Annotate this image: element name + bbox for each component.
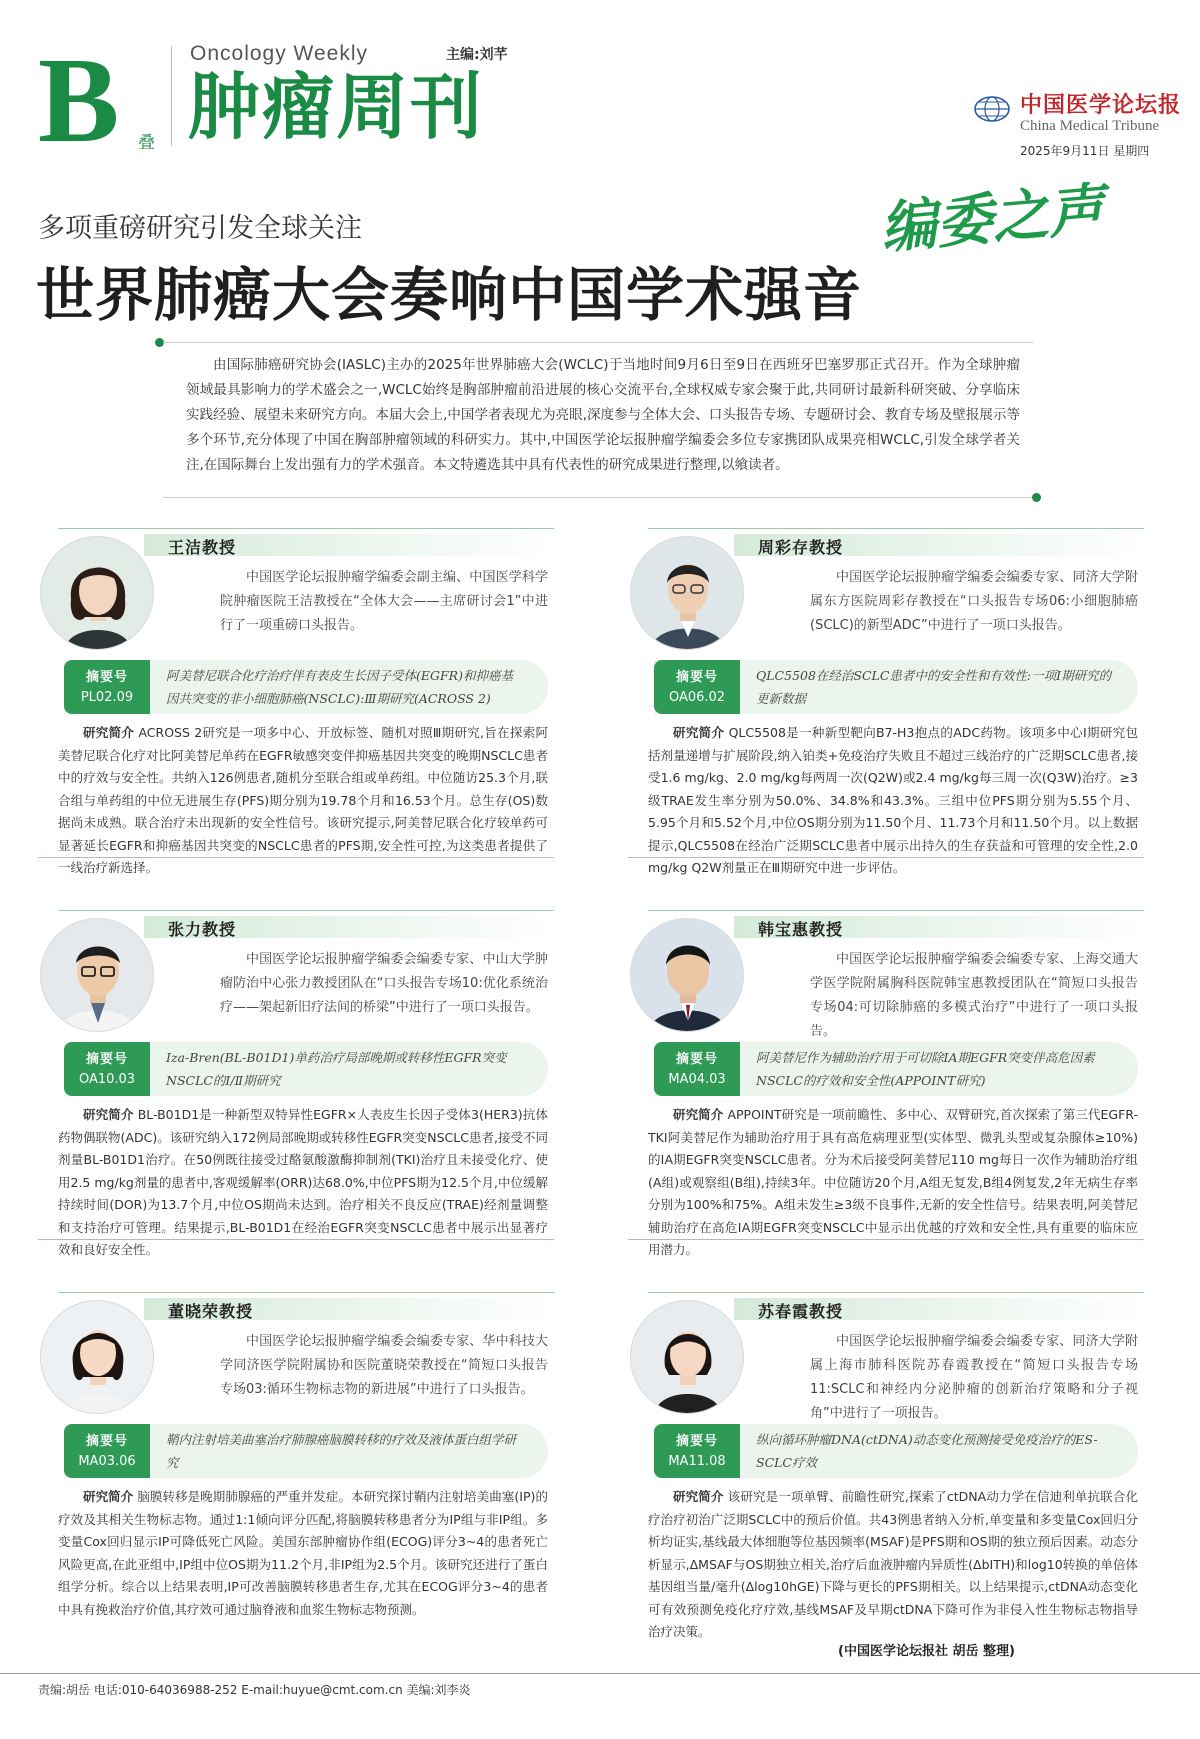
chief-editor: 主编:刘芊 xyxy=(446,47,508,63)
card-top-rule xyxy=(58,910,554,911)
study-summary xyxy=(58,1104,548,1262)
abstract-title: 纵向循环肿瘤DNA(ctDNA)动态变化预测接受免疫治疗的ES-SCLC疗效 xyxy=(756,1432,1098,1470)
abstract-tag xyxy=(64,1424,150,1478)
abstract-number: MA03.06 xyxy=(78,1454,136,1469)
abstract-label: 摘要号 xyxy=(675,670,718,685)
expert-card xyxy=(38,528,554,888)
abstract-box xyxy=(64,660,548,714)
study-summary xyxy=(58,722,548,880)
study-summary xyxy=(648,1486,1138,1644)
abstract-number: PL02.09 xyxy=(80,690,134,705)
card-top-rule xyxy=(648,910,1144,911)
abstract-tag xyxy=(64,660,150,714)
intro-paragraph: 由国际肺癌研究协会(IASLC)主办的2025年世界肺癌大会(WCLC)于当地时间9月6日至9日在西班牙巴塞罗那正式召开。作为全球肿瘤领域最具影响力的学术盛会之一,WCLC始终是胸部肿瘤前沿进展的核心交流平台,全球权威专家会聚于此,共同研讨最新科研突破、分享临床实践经验、展望未来研究方向。本届大会上,中国学者表现尤为亮眼,深度参与全体大会、口头报告专场、专题研讨会、教育专场及壁报展示等多个环节,充分体现了中国在胸部肿瘤领域的科研实力。其中,中国医学论坛报肿瘤学编委会多位专家携团队成果亮相WCLC,引发全球学者关注,在国际舞台上发出强有力的学术强音。本文特遴选其中具有代表性的研究成果进行整理,以飨读者。 xyxy=(186,357,1020,473)
publisher-name-zh: 中国医学论坛报 xyxy=(1020,92,1182,118)
study-summary xyxy=(58,1486,548,1621)
abstract-box xyxy=(654,1424,1138,1478)
abstract-box xyxy=(64,1042,548,1096)
expert-card xyxy=(38,910,554,1270)
card-bottom-rule xyxy=(628,1239,1144,1240)
expert-photo xyxy=(630,918,744,1032)
expert-card xyxy=(628,910,1144,1270)
abstract-label: 摘要号 xyxy=(675,1434,718,1449)
card-top-rule xyxy=(58,528,554,529)
abstract-number: OA10.03 xyxy=(78,1072,136,1087)
summary-label: 研究简介 xyxy=(673,725,725,740)
abstract-title: 阿美替尼作为辅助治疗用于可切除ⅠA期EGFR突变伴高危因素NSCLC的疗效和安全性(APPOINT研究) xyxy=(756,1050,1095,1088)
issue-date: 2025年9月11日 星期四 xyxy=(1020,144,1150,158)
abstract-label: 摘要号 xyxy=(85,1434,128,1449)
abstract-tag xyxy=(654,660,740,714)
expert-photo xyxy=(40,536,154,650)
expert-bio: 中国医学论坛报肿瘤学编委会编委专家、同济大学附属东方医院周彩存教授在“口头报告专场06:小细胞肺癌(SCLC)的新型ADC”中进行了一项口头报告。 xyxy=(810,570,1138,633)
portrait-icon xyxy=(41,537,154,650)
summary-label: 研究简介 xyxy=(673,1107,724,1122)
portrait-icon xyxy=(631,1301,744,1414)
card-bottom-rule xyxy=(38,857,554,858)
expert-name: 董晓荣教授 xyxy=(168,1302,254,1321)
abstract-title: QLC5508在经治SCLC患者中的安全性和有效性:一项Ⅰ期研究的更新数据 xyxy=(756,668,1112,706)
english-title: Oncology Weekly xyxy=(190,42,369,65)
article-credit: (中国医学论坛报社 胡岳 整理) xyxy=(838,1644,1015,1659)
section-letter: B xyxy=(38,33,120,168)
footer-rule xyxy=(0,1673,1200,1674)
masthead-divider xyxy=(171,46,172,146)
column-label: 编委之声 xyxy=(877,176,1107,262)
intro-rule-dot-bottom xyxy=(1032,493,1041,502)
expert-bio: 中国医学论坛报肿瘤学编委会编委专家、中山大学肿瘤防治中心张力教授团队在“口头报告专场10:优化系统治疗——架起新旧疗法间的桥梁”中进行了一项口头报告。 xyxy=(220,952,548,1015)
abstract-tag xyxy=(654,1424,740,1478)
portrait-icon xyxy=(631,919,744,1032)
abstract-number: MA04.03 xyxy=(668,1072,726,1087)
study-summary xyxy=(648,722,1138,880)
abstract-box xyxy=(64,1424,548,1478)
expert-photo xyxy=(40,918,154,1032)
expert-card xyxy=(38,1292,554,1652)
abstract-label: 摘要号 xyxy=(85,1052,128,1067)
publisher-name-en: China Medical Tribune xyxy=(1020,118,1160,134)
expert-name: 周彩存教授 xyxy=(758,538,844,557)
expert-bio: 中国医学论坛报肿瘤学编委会副主编、中国医学科学院肿瘤医院王洁教授在“全体大会——主席研讨会1”中进行了一项重磅口头报告。 xyxy=(220,570,548,633)
abstract-title: Iza-Bren(BL-B01D1)单药治疗局部晚期或转移性EGFR突变NSCLC的Ⅰ/Ⅱ期研究 xyxy=(166,1050,507,1088)
intro-rule-top xyxy=(163,342,1033,343)
abstract-label: 摘要号 xyxy=(85,670,128,685)
summary-text: QLC5508是一种新型靶向B7-H3抱点的ADC药物。该项多中心Ⅰ期研究包括剂量递增与扩展阶段,纳入铂类+免疫治疗失败且不超过三线治疗的广泛期SCLC患者,接受1.6 mg/kg、2.0 mg/kg每两周一次(Q2W)或2.4 mg/kg每三周一次(Q3W)治疗。≥3级TRAE发生率分别为50.0%、34.8%和43.3%。三组中位PFS期分别为5.55个月、5.95个月和5.52个月,中位OS期分别为11.50个月、11.73个月和11.50个月。以上数据提示,QLC5508在经治广泛期SCLC患者中展示出持久的生存获益和可管理的安全性,2.0 mg/kg Q2W剂量正在Ⅲ期研究中进一步评估。 xyxy=(648,725,1138,875)
expert-photo xyxy=(630,1300,744,1414)
expert-card xyxy=(628,1292,1144,1652)
card-top-rule xyxy=(58,1292,554,1293)
expert-name: 苏春霞教授 xyxy=(758,1302,844,1321)
section-title: 肿瘤周刊 xyxy=(188,65,485,149)
portrait-icon xyxy=(631,537,744,650)
card-top-rule xyxy=(648,528,1144,529)
publisher-logo xyxy=(972,88,1182,138)
expert-card xyxy=(628,528,1144,888)
card-bottom-rule xyxy=(38,1239,554,1240)
abstract-title: 鞘内注射培美曲塞治疗肺腺癌脑膜转移的疗效及液体蛋白组学研究 xyxy=(166,1432,517,1470)
abstract-box xyxy=(654,1042,1138,1096)
subheading: 多项重磅研究引发全球关注 xyxy=(38,213,362,244)
study-summary xyxy=(648,1104,1138,1262)
abstract-tag xyxy=(654,1042,740,1096)
summary-label: 研究简介 xyxy=(673,1489,724,1504)
abstract-number: OA06.02 xyxy=(668,690,726,705)
summary-text: 脑膜转移是晚期肺腺癌的严重并发症。本研究探讨鞘内注射培美曲塞(IP)的疗效及其相关生物标志物。通过1:1倾向评分匹配,将脑膜转移患者分为IP组与非IP组。多变量Cox回归显示IP可降低死亡风险。美国东部肿瘤协作组(ECOG)评分3~4的患者死亡风险更高,在此亚组中,IP组中位OS期为11.2个月,非IP组为2.5个月。该研究还进行了蛋白组学分析。综合以上结果表明,IP可改善脑膜转移患者生存,尤其在ECOG评分3~4的患者中具有挽救治疗价值,其疗效可通过脑脊液和血浆生物标志物预测。 xyxy=(58,1489,548,1617)
portrait-icon xyxy=(41,1301,154,1414)
expert-name: 王洁教授 xyxy=(168,538,237,557)
summary-text: 该研究是一项单臂、前瞻性研究,探索了ctDNA动力学在信迪利单抗联合化疗治疗初治广泛期SCLC中的预后价值。共43例患者纳入分析,单变量和多变量Cox回归分析均证实,基线最大体细胞等位基因频率(MSAF)是PFS期和OS期的独立预后因素。动态分析显示,ΔMSAF与OS期独立相关,治疗后血液肿瘤内异质性(ΔbITH)和log10转换的单倍体基因组当量/毫升(Δlog10hGE)下降与更长的PFS期相关。以上结果提示,ctDNA动态变化可有效预测免疫化疗疗效,基线MSAF及早期ctDNA下降可作为非侵入性生物标志物指导治疗决策。 xyxy=(648,1489,1138,1639)
abstract-title: 阿美替尼联合化疗治疗伴有表皮生长因子受体(EGFR)和抑癌基因共突变的非小细胞肺癌(NSCLC):Ⅲ期研究(ACROSS 2) xyxy=(166,668,513,706)
section-sub-label: 叠 xyxy=(138,133,155,153)
summary-label: 研究简介 xyxy=(83,725,135,740)
abstract-number: MA11.08 xyxy=(668,1454,726,1469)
expert-name: 韩宝惠教授 xyxy=(758,920,844,939)
expert-bio: 中国医学论坛报肿瘤学编委会编委专家、同济大学附属上海市肺科医院苏春霞教授在“简短口头报告专场11:SCLC和神经内分泌肿瘤的创新治疗策略和分子视角”中进行了一项报告。 xyxy=(810,1334,1138,1421)
summary-text: ACROSS 2研究是一项多中心、开放标签、随机对照Ⅲ期研究,旨在探索阿美替尼联合化疗对比阿美替尼单药在EGFR敏感突变伴抑癌基因共突变的晚期NSCLC患者中的疗效与安全性。共纳入126例患者,随机分至联合组或单药组。中位随访25.3个月,联合组与单药组的中位无进展生存(PFS)期分别为19.78个月和16.53个月。总生存(OS)数据尚未成熟。联合治疗未出现新的安全性信号。该研究提示,阿美替尼联合化疗较单药可显著延长EGFR和抑癌基因共突变的NSCLC患者的PFS期,安全性可控,为这类患者提供了一线治疗新选择。 xyxy=(58,725,548,875)
expert-bio: 中国医学论坛报肿瘤学编委会编委专家、上海交通大学医学院附属胸科医院韩宝惠教授团队在“简短口头报告专场04:可切除肺癌的多模式治疗”中进行了一项口头报告。 xyxy=(810,952,1138,1039)
summary-label: 研究简介 xyxy=(83,1489,134,1504)
expert-bio: 中国医学论坛报肿瘤学编委会编委专家、华中科技大学同济医学院附属协和医院董晓荣教授在“简短口头报告专场03:循环生物标志物的新进展”中进行了口头报告。 xyxy=(220,1334,548,1397)
portrait-icon xyxy=(41,919,154,1032)
summary-label: 研究简介 xyxy=(83,1107,134,1122)
abstract-label: 摘要号 xyxy=(675,1052,718,1067)
abstract-box xyxy=(654,660,1138,714)
abstract-tag xyxy=(64,1042,150,1096)
expert-photo xyxy=(630,536,744,650)
expert-name: 张力教授 xyxy=(168,920,237,939)
card-top-rule xyxy=(648,1292,1144,1293)
headline: 世界肺癌大会奏响中国学术强音 xyxy=(36,261,863,329)
intro-rule-bottom xyxy=(163,497,1033,498)
summary-text: APPOINT研究是一项前瞻性、多中心、双臂研究,首次探索了第三代EGFR-TKI阿美替尼作为辅助治疗用于具有高危病理亚型(实体型、微乳头型或复杂腺体≥10%)的ⅠA期EGFR突变NSCLC患者。分为术后接受阿美替尼110 mg每日一次作为辅助治疗组(A组)或观察组(B组),持续3年。中位随访20个月,A组无复发,B组4例复发,2年无病生存率分别为100%和75%。A组未发生≥3级不良事件,无新的安全性信号。结果表明,阿美替尼辅助治疗在高危ⅠA期EGFR突变NSCLC中显示出优越的疗效和安全性,具有重要的临床应用潜力。 xyxy=(648,1107,1138,1257)
card-bottom-rule xyxy=(628,857,1144,858)
summary-text: BL-B01D1是一种新型双特异性EGFR×人表皮生长因子受体3(HER3)抗体药物偶联物(ADC)。该研究纳入172例局部晚期或转移性EGFR突变NSCLC患者,接受不同剂量BL-B01D1治疗。在50例既往接受过酪氨酸激酶抑制剂(TKI)治疗且未接受化疗、使用2.5 mg/kg剂量的患者中,客观缓解率(ORR)达68.0%,中位PFS期为12.5个月,中位缓解持续时间(DOR)为13.7个月,中位OS期尚未达到。治疗相关不良反应(TRAE)经剂量调整和支持治疗可管理。结果提示,BL-B01D1在经治EGFR突变NSCLC患者中展示出显著疗效和良好安全性。 xyxy=(58,1107,548,1257)
page-footer: 责编:胡岳 电话:010-64036988-252 E-mail:huyue@cmt.com.cn 美编:刘李炎 xyxy=(38,1683,471,1697)
expert-photo xyxy=(40,1300,154,1414)
globe-logo-icon xyxy=(972,94,1012,124)
